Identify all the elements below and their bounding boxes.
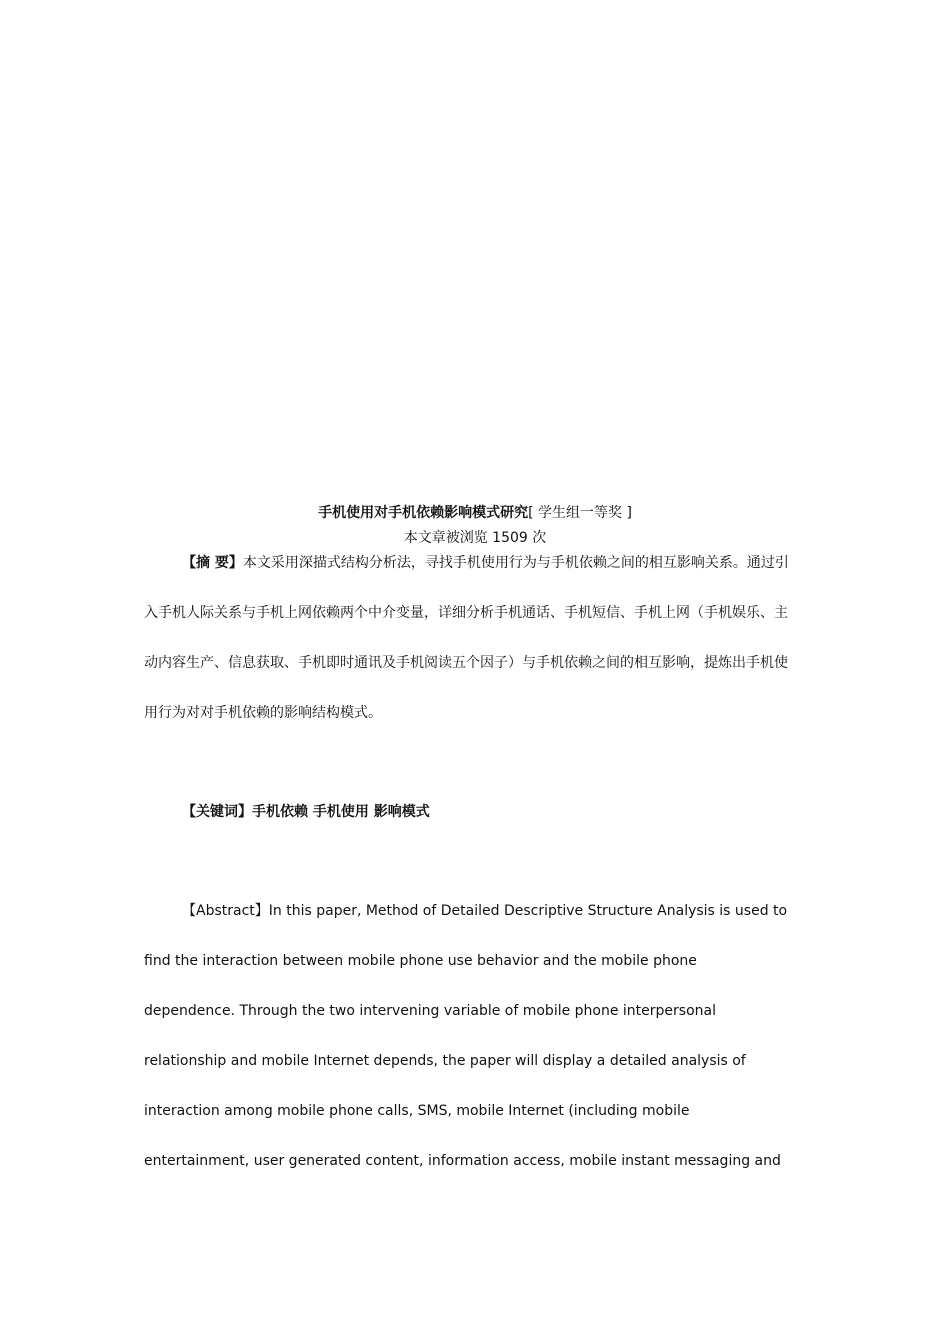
- keywords-line: 【关键词】手机依赖 手机使用 影响模式: [182, 804, 430, 820]
- award-label: [ 学生组一等奖 ]: [528, 505, 632, 521]
- abstract-cn-line-3: 动内容生产、信息获取、手机即时通讯及手机阅读五个因子）与手机依赖之间的相互影响，提炼出手机使: [144, 655, 788, 671]
- view-count: 本文章被浏览 1509 次: [403, 530, 547, 546]
- abstract-en-label: 【Abstract】: [182, 903, 269, 919]
- abstract-cn-line-4: 用行为对对手机依赖的影响结构模式。: [144, 705, 382, 721]
- abstract-en-line-5: interaction among mobile phone calls, SMS, mobile Internet (including mobile: [144, 1103, 690, 1119]
- abstract-en-line-4: relationship and mobile Internet depends, the paper will display a detailed analysis of: [144, 1053, 746, 1069]
- abstract-cn-text: 本文采用深描式结构分析法，寻找手机使用行为与手机依赖之间的相互影响关系。通过引: [242, 555, 789, 571]
- abstract-en-line-2: find the interaction between mobile phone use behavior and the mobile phone: [144, 953, 697, 969]
- article-title: 手机使用对手机依赖影响模式研究: [318, 505, 529, 521]
- abstract-cn-label: 【摘 要】: [182, 555, 243, 571]
- abstract-cn-line-2: 入手机人际关系与手机上网依赖两个中介变量，详细分析手机通话、手机短信、手机上网（手机娱乐、主: [144, 605, 788, 621]
- abstract-en-text: In this paper, Method of Detailed Descriptive Structure Analysis is used to: [268, 903, 788, 919]
- abstract-cn-line-1: [182, 553, 809, 573]
- abstract-en-line-6: entertainment, user generated content, information access, mobile instant messaging and: [144, 1153, 781, 1169]
- abstract-en-line-3: dependence. Through the two intervening variable of mobile phone interpersonal: [144, 1003, 716, 1019]
- abstract-en-line-1: [182, 901, 809, 921]
- article-heading: [0, 503, 950, 523]
